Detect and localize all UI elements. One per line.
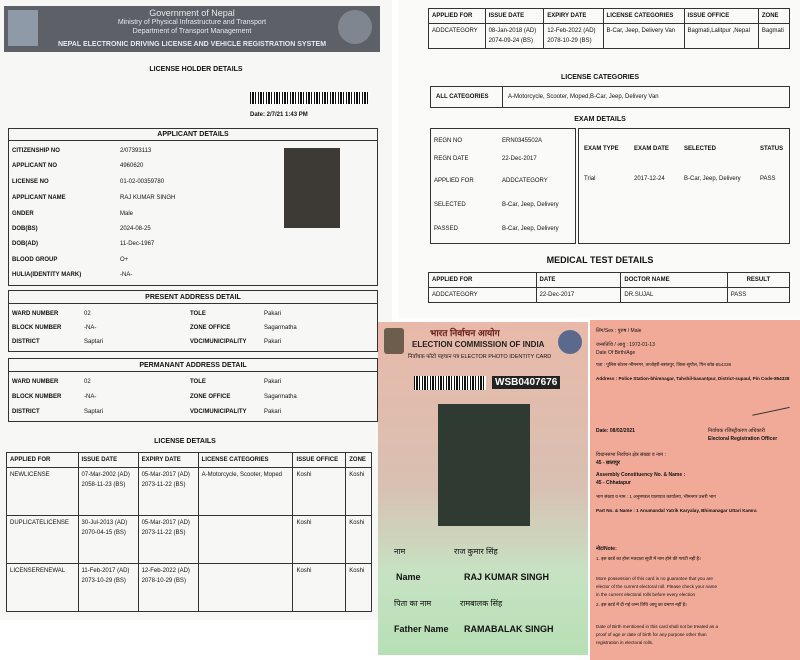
zone-value: Sagarmatha [264,394,297,400]
col-header: APPLIED FOR [429,273,537,288]
issue-date-ad: 08-Jan-2018 (AD) [488,28,537,34]
divider [8,140,378,141]
district-value: Saptari [84,339,104,345]
name-key: Name [396,572,421,582]
col-header: APPLIED FOR [7,453,79,468]
expiry-date-ad: 05-Mar-2017 (AD) [141,472,190,478]
district-key: DISTRICT [12,339,40,345]
exam-selected: B-Car, Jeep, Delivery [684,176,741,182]
applied-for: ADDCATEGORY [429,24,486,49]
expiry-date-ad: 12-Feb-2022 (AD) [141,568,190,574]
med-date: 22-Dec-2017 [536,288,621,303]
expiry-date-bs: 2078-10-29 (BS) [547,38,592,44]
tole-key: TOLE [190,379,206,385]
note-line: in the current electoral rolls before every election [596,592,696,597]
issue-office: Koshi [293,564,346,612]
exam-key: PASSED [434,226,458,232]
col-header: ISSUE OFFICE [293,453,346,468]
table-header-row [429,273,790,288]
categories [198,564,293,612]
note-line: proof of age or date of birth for any purpose other than [596,632,707,637]
note-line: registration in electoral rolls. [596,640,654,645]
col-header: ZONE [758,9,789,24]
exam-col-header: EXAM TYPE [584,146,619,152]
issue-date-cell [78,516,138,564]
ero-label: Electoral Registration Officer [708,436,778,442]
expiry-date-cell [138,516,198,564]
note-line: 2. इस कार्ड में दी गई जन्म तिथि आयु का प्रमाण नहीं है। [596,602,687,607]
exam-date: 2017-12-24 [634,176,665,182]
expiry-date-cell [138,564,198,612]
dob-hindi: जन्मतिथि / आयु : 1972-01-13 [596,342,655,348]
issue-office: Koshi [293,468,346,516]
applicant-key: CITIZENSHIP NO [12,148,60,154]
applicant-value: 01-02-00359780 [120,179,165,185]
all-categories-key: ALL CATEGORIES [436,94,489,100]
card-hindi-title: भारत निर्वाचन आयोग [430,328,500,338]
zone-key: ZONE OFFICE [190,394,231,400]
table-row [7,516,372,564]
banner-line-3: Department of Transport Management [132,28,252,35]
exam-col-header: EXAM DATE [634,146,669,152]
card-barcode [414,376,486,390]
part-hindi: भाग संख्या व नाम : 1 अनुमण्डल यातायात कार्यालय, भीमनगर उत्तरी भाग [596,494,716,499]
issue-date-cell [78,564,138,612]
banner-line-2: Ministry of Physical Infrastructure and Transport [117,19,267,26]
col-header: EXPIRY DATE [138,453,198,468]
note-line: 1. इस कार्ड का होना मतदाता सूची में नाम होने की गारंटी नहीं है। [596,556,701,561]
expiry-date-cell [544,24,603,49]
hindi-father-key: पिता का नाम [394,599,432,608]
applicant-value: 2024-08-25 [120,226,151,232]
note-line: Date of Birth mentioned in this card shall not be treated as a [596,624,719,629]
address-hindi: पता : पुलिस स्टेशन-भीमनगर, ताजोहरी-बसंतपुर, जिला-सुपौल, पिन कोड-854338 [596,362,732,367]
table-row [429,288,790,303]
exam-col-header: SELECTED [684,146,717,152]
government-seal-icon [338,10,372,44]
categories [198,516,293,564]
tole-value: Pakari [264,311,282,317]
applicant-key: LICENSE NO [12,179,49,185]
emblem-icon [384,328,404,354]
exam-value: B-Car, Jeep, Delivery [502,226,559,232]
ward-key: WARD NUMBER [12,311,59,317]
nepal-flag-icon [8,10,38,46]
hindi-name-key: नाम [394,547,406,556]
exam-value: B-Car, Jeep, Delivery [502,202,559,208]
ac-hindi: विधानसभा निर्वाचन क्षेत्र संख्या व नाम : [596,452,666,458]
eci-logo-icon [558,330,582,354]
table-header-row [7,453,372,468]
card-subtitle: निर्वाचक फोटो पहचान पत्र ELECTOR PHOTO IDENTITY CARD [408,354,552,360]
father-key: Father Name [394,624,449,634]
table-header-row [429,9,790,24]
tole-key: TOLE [190,311,206,317]
doctor-name: DR.SUJAL [621,288,727,303]
exam-key: APPLIED FOR [434,178,474,184]
expiry-date-ad: 05-Mar-2017 (AD) [141,520,190,526]
expiry-date-bs: 2073-11-22 (BS) [141,530,186,536]
applicant-value: RAJ KUMAR SINGH [120,195,176,201]
applied-for: NEWLICENSE [7,468,79,516]
applicant-key: DOB(BS) [12,226,38,232]
table-row [7,468,372,516]
expiry-date-bs: 2078-10-29 (BS) [141,578,186,584]
issue-date-cell [78,468,138,516]
vdc-key: VDC/MUNICIPALITY [190,339,247,345]
hindi-father-value: रामबालक सिंह [460,599,503,608]
exam-title: EXAM DETAILS [574,116,626,123]
col-header: EXPIRY DATE [544,9,603,24]
vdc-key: VDC/MUNICIPALITY [190,409,247,415]
ac-hindi-value: 45 - छातापुर [596,460,620,466]
applicant-value: 11-Dec-1967 [120,241,155,247]
tole-value: Pakari [264,379,282,385]
add-category-table [428,8,790,49]
exam-col-header: STATUS [760,146,784,152]
applicant-key: BLOOD GROUP [12,257,58,263]
applicant-key: APPLICANT NO [12,163,57,169]
note-title: नोट/Note: [596,546,617,552]
vdc-value: Pakari [264,339,282,345]
divider [8,303,378,304]
col-header: ISSUE DATE [485,9,544,24]
applicant-value: 2/07393113 [120,148,152,154]
ac-label: Assembly Constituency No. & Name : [596,472,686,478]
applicant-value: 4960620 [120,163,144,169]
exam-value: ERN0345502A [502,138,543,144]
exam-value: ADDCATEGORY [502,178,548,184]
ac-value: 45 - Chhatapur [596,480,632,486]
applicant-title: APPLICANT DETAILS [157,131,229,138]
present-address-title: PRESENT ADDRESS DETAIL [145,294,241,301]
applicant-key: APPLICANT NAME [12,195,66,201]
holder-title: LICENSE HOLDER DETAILS [149,66,243,73]
zone: Koshi [346,468,372,516]
zone-value: Sagarmatha [264,325,297,331]
print-date: Date: 2/7/21 1:43 PM [250,112,308,118]
issue-office: Koshi [293,516,346,564]
ward-value: 02 [84,379,91,385]
divider [8,371,378,372]
divider [502,86,503,108]
father-value: RAMABALAK SINGH [464,624,554,634]
zone: Koshi [346,516,372,564]
permanent-address-title: PERMANANT ADDRESS DETAIL [139,362,247,369]
applicant-value: -NA- [120,272,133,278]
issue-date: Date: 08/02/2021 [596,428,635,434]
col-header: DOCTOR NAME [621,273,727,288]
exam-key: SELECTED [434,202,466,208]
dob-label: Date Of Birth/Age [596,350,636,356]
block-value: -NA- [84,394,97,400]
col-header: ISSUE DATE [78,453,138,468]
exam-type: Trial [584,176,596,182]
ward-key: WARD NUMBER [12,379,59,385]
header-banner [4,6,380,52]
applicant-photo [284,148,340,228]
license-details-title: LICENSE DETAILS [154,438,216,445]
issue-office: Bagmati,Lalitpur ,Nepal [684,24,758,49]
barcode [250,92,370,104]
all-categories-value: A-Motorcycle, Scooter, Moped,B-Car, Jeep, Delivery Van [508,94,659,100]
categories-title: LICENSE CATEGORIES [560,74,640,81]
zone-key: ZONE OFFICE [190,325,231,331]
expiry-date-ad: 12-Feb-2022 (AD) [547,28,596,34]
applied-for: DUPLICATELICENSE [7,516,79,564]
col-header: RESULT [727,273,789,288]
hindi-name-value: राज कुमार सिंह [454,547,498,556]
applicant-key: DOB(AD) [12,241,38,247]
banner-line-4: NEPAL ELECTRONIC DRIVING LICENSE AND VEHICLE REGISTRATION SYSTEM [57,41,327,48]
issue-date-ad: 11-Feb-2017 (AD) [81,568,130,574]
table-row [429,24,790,49]
block-key: BLOCK NUMBER [12,394,62,400]
medical-table [428,272,790,303]
ero-hindi: निर्वाचक रजिस्ट्रीकरण अधिकारी [708,428,765,434]
col-header: LICENSE CATEGORIES [198,453,293,468]
exam-key: REGN NO [434,138,463,144]
issue-date-bs: 2074-09-24 (BS) [488,38,533,44]
sex-line: लिंग/Sex : पुरुष / Male [596,328,642,334]
medical-title: MEDICAL TEST DETAILS [546,255,654,265]
issue-date-ad: 07-Mar-2002 (AD) [81,472,130,478]
col-header: DATE [536,273,621,288]
col-header: LICENSE CATEGORIES [603,9,684,24]
table-row [7,564,372,612]
name-value: RAJ KUMAR SINGH [464,572,550,582]
issue-date-cell [485,24,544,49]
applicant-value: O+ [120,257,129,263]
address: Address : Police Station-bhimnagar, Tahshil-basantpur, District-supaul, Pin Code-854338 [596,376,790,381]
expiry-date-bs: 2073-11-22 (BS) [141,482,186,488]
zone: Bagmati [758,24,789,49]
exam-key: REGN DATE [434,156,469,162]
card-title: ELECTION COMMISSION OF INDIA [412,340,545,349]
district-value: Saptari [84,409,104,415]
med-result: PASS [727,288,789,303]
issue-date-bs: 2073-10-29 (BS) [81,578,126,584]
banner-line-1: Government of Nepal [149,8,235,18]
col-header: ZONE [346,453,372,468]
issue-date-bs: 2058-11-23 (BS) [81,482,126,488]
col-header: APPLIED FOR [429,9,486,24]
note-line: More possession of this card is no guarantee that you are [596,576,713,581]
applied-for: ADDCATEGORY [429,288,537,303]
block-key: BLOCK NUMBER [12,325,62,331]
applicant-key: GNDER [12,211,34,217]
voter-id-back [590,320,800,660]
applicant-value: Male [120,211,134,217]
vdc-value: Pakari [264,409,282,415]
voter-photo [438,404,530,526]
block-value: -NA- [84,325,97,331]
issue-date-bs: 2070-04-15 (BS) [81,530,126,536]
categories: A-Motorcycle, Scooter, Moped [198,468,293,516]
categories: B-Car, Jeep, Delivery Van [603,24,684,49]
exam-status: PASS [760,176,776,182]
note-line: elector of the current electoral roll. Please check your name [596,584,718,589]
applicant-key: HULIA(IDENTITY MARK) [12,272,82,278]
zone: Koshi [346,564,372,612]
epic-number: WSB0407676 [492,376,560,389]
ward-value: 02 [84,311,91,317]
exam-value: 22-Dec-2017 [502,156,537,162]
license-table [6,452,372,612]
col-header: ISSUE OFFICE [684,9,758,24]
issue-date-ad: 30-Jul-2013 (AD) [81,520,128,526]
district-key: DISTRICT [12,409,40,415]
part-label: Part No. & Name : 1 Anumandal Yatrik Karyalay, Bhimanagar Uttari Kamra [596,508,757,513]
expiry-date-cell [138,468,198,516]
applied-for: LICENSERENEWAL [7,564,79,612]
